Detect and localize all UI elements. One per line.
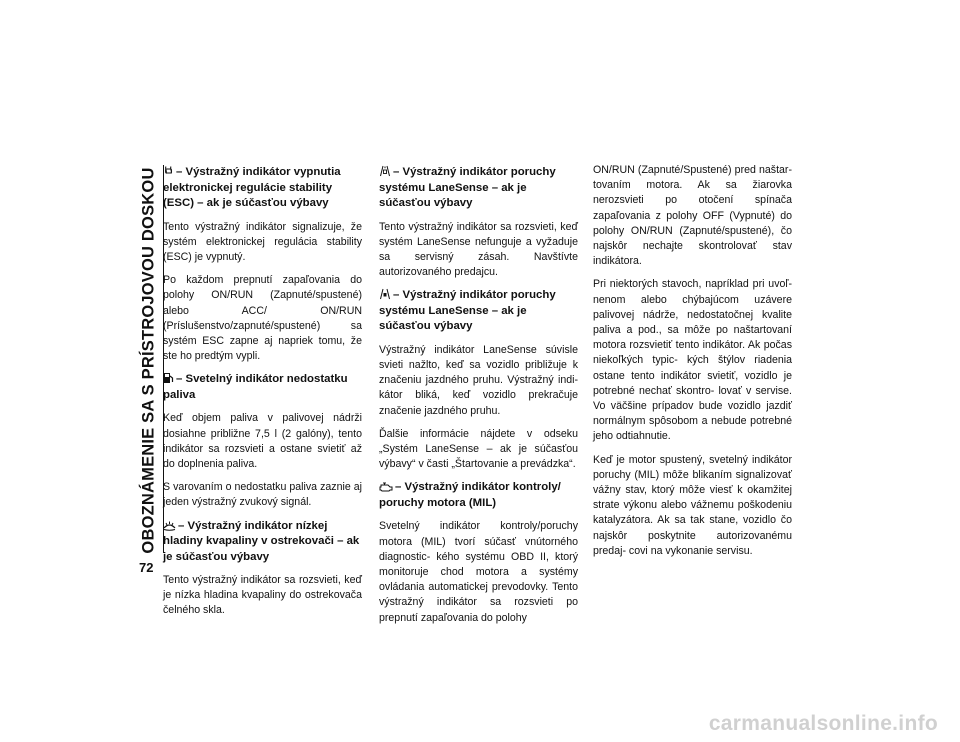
paragraph: S varovaním o nedostatku paliva zaznie aj jeden výstražný zvukový signál.	[163, 481, 362, 509]
paragraph: Keď objem paliva v palivovej nádrži dosiahne približne 7,5 l (2 galóny), tento indikátor sa rozsvieti a ostane svietiť až do doplnenia paliva.	[163, 412, 362, 470]
side-section-title	[136, 165, 162, 555]
column-3	[593, 163, 792, 567]
paragraph: ON/RUN (Zapnuté/Spustené) pred naštar- tovaním motora. Ak sa žiarovka nerozsvieti po otočení spínača zapaľovania z polohy OFF (Vypnuté) do polohy ON/RUN (Zapnuté/spustené), čo najskôr nechajte skontrolovať stav indikátora.	[593, 164, 792, 268]
lanesense-fault-icon	[379, 165, 391, 177]
paragraph: Ďalšie informácie nájdete v odseku „Systém LaneSense – ak je súčasťou výbavy“ v časti „Štartovanie a prevádzka“.	[379, 427, 578, 471]
paragraph: Pri niektorých stavoch, napríklad pri uvoľ- nenom alebo chýbajúcom uzávere palivovej nádrže, nedostatočnej kvalite paliva a pod., sa môže po naštartovaní motora rozsvietiť tento indikátor. Ak počas niekoľkých typic- kých štýlov riadenia ostane tento indikátor svietiť, vozidlo je potrebné nechať skontro- lovať v servise. Vo väčšine prípadov bude vozidlo jazdiť normálnym spôsobom a nebude potrebné jeho odtiahnutie.	[593, 278, 792, 443]
paragraph: Keď je motor spustený, svetelný indikátor poruchy (MIL) môže blikaním signalizovať vážny stav, ktorý môže viesť k okamžitej strate výkonu alebo vážnemu poškodeniu katalyzátora. Ak sa tak stane, vozidlo čo najskôr poskytnite autorizovanému predaj- covi na vykonanie servisu.	[593, 453, 792, 557]
esc-off-icon	[163, 165, 174, 177]
heading-washer-fluid: – Výstražný indikátor nízkej hladiny kvapaliny v ostrekovači – ak je súčasťou výbavy	[163, 519, 360, 563]
heading-lanesense: – Výstražný indikátor poruchy systému LaneSense – ak je súčasťou výbavy	[379, 289, 556, 333]
heading-low-fuel: – Svetelný indikátor nedostatku paliva	[163, 373, 348, 401]
check-engine-icon	[379, 482, 393, 492]
heading-lanesense-fault: – Výstražný indikátor poruchy systému LaneSense – ak je súčasťou výbavy	[379, 166, 556, 209]
watermark: carmanualsonline.info	[708, 712, 938, 735]
side-title-text: OBOZNÁMENIE SA S PRÍSTROJOVOU DOSKOU	[139, 166, 158, 554]
paragraph: Po každom prepnutí zapaľovania do polohy ON/RUN (Zapnuté/spustené) alebo ACC/ ON/RUN (Príslušenstvo/zapnuté/spustené) sa systém ESC zapne aj napriek tomu, že ste ho predtým vypli.	[163, 274, 362, 363]
paragraph: Tento výstražný indikátor signalizuje, že systém elektronickej regulácia stability (ESC) je vypnutý.	[163, 220, 362, 263]
washer-fluid-icon	[163, 520, 176, 531]
paragraph: Výstražný indikátor LaneSense súvisle svieti nažlto, keď sa vozidlo približuje k značeniu jazdného pruhu. Výstražný indi- kátor bliká, keď vozidlo prekračuje značenie jazdného pruhu.	[379, 343, 578, 417]
paragraph: Tento výstražný indikátor sa rozsvieti, keď je nízka hladina kvapaliny do ostrekovača čelného skla.	[163, 574, 362, 617]
fuel-pump-icon	[163, 372, 174, 384]
lanesense-icon	[379, 288, 391, 300]
heading-esc-off: – Výstražný indikátor vypnutia elektronickej regulácie stability (ESC) – ak je súčasťou výbavy	[163, 166, 341, 209]
column-2	[379, 163, 578, 634]
column-1	[163, 163, 362, 627]
heading-check-engine: – Výstražný indikátor kontroly/ poruchy motora (MIL)	[379, 481, 561, 509]
paragraph: Tento výstražný indikátor sa rozsvieti, keď systém LaneSense nefunguje a vyžaduje sa servisný zásah. Navštívte autorizovaného predajcu.	[379, 220, 578, 279]
page-number: 72	[139, 560, 154, 575]
paragraph: Svetelný indikátor kontroly/poruchy motora (MIL) tvorí súčasť vnútorného diagnostic- kého systému OBD II, ktorý monitoruje chod motora a systémy ovládania automatickej prevodovky. Tento výstražný indikátor sa rozsvieti po prepnutí zapaľovania do polohy	[379, 520, 578, 624]
